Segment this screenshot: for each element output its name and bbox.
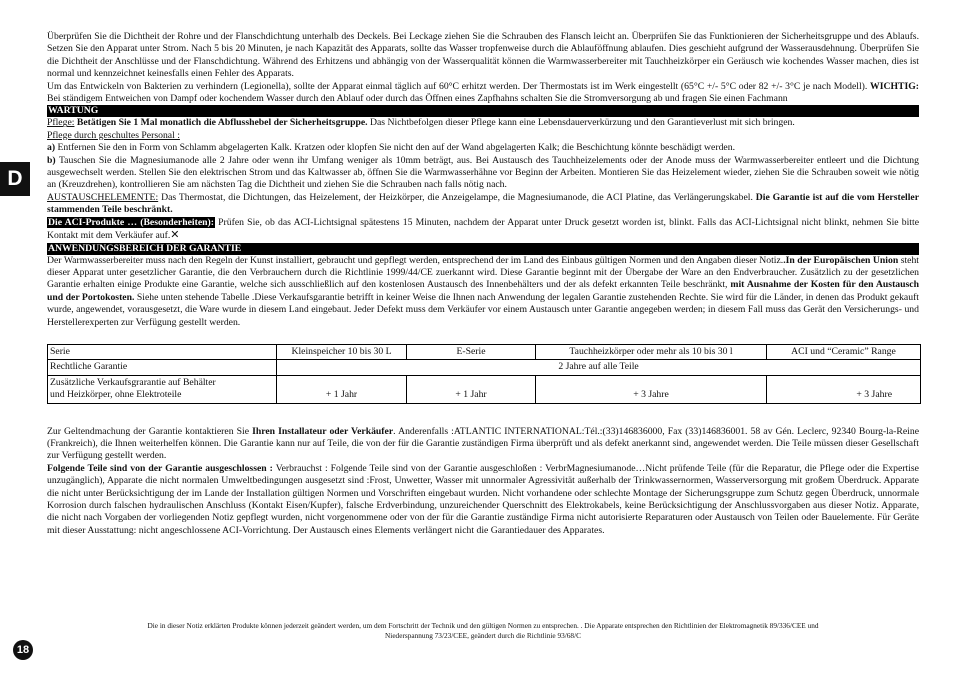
paragraph-contact: Zur Geltendmachung der Garantie kontaktieren Sie Ihren Installateur oder Verkäufer. Anderenfalls :ATLANTIC INTERNATIONAL:Tél.:(33)146836000, Fax (33)146836001. 58 av Gén. Leclerc, 92340 Bourg-la-Reine (Frankreich), die Ihnen weiterhelfen können. Die Garantie kann nur auf Teile, die von der für die Garantie zuständigen Firma überprüft und als defekt anerkannt sind, angewendet werden. Die Teile müssen dieser Gesellschaft zur Verfügung gestellt werden. bbox=[47, 425, 919, 462]
paragraph-pflege-personal: Pflege durch geschultes Personal : bbox=[47, 129, 180, 141]
footer-note: Die in dieser Notiz erklärten Produkte können jederzeit geändert werden, um dem Fortschritt der Technik und den gültigen Normen zu entsprechen. . Die Apparate entsprechen den Richtlinien der Elektromagnetik 89/336/CEE und Niederspannung 73/23/CEE, geändert durch die Richtlinie 93/68/C bbox=[147, 621, 819, 640]
table-header-cell: E-Serie bbox=[407, 344, 536, 359]
table-cell: Rechtliche Garantie bbox=[48, 360, 277, 375]
page-content bbox=[47, 31, 919, 537]
cross-icon: ✕ bbox=[170, 228, 180, 242]
table-header-cell: Kleinspeicher 10 bis 30 L bbox=[277, 344, 407, 359]
paragraph-pflege: Pflege: Betätigen Sie 1 Mal monatlich die Abflusshebel der Sicherheitsgruppe. Das Nichtbefolgen dieser Pflege kann eine Lebensdauerverkürzung und den Garantieverlust mit sich bringen. bbox=[47, 117, 795, 129]
table-cell: Zusätzliche Verkaufsgrarantie auf Behälter und Heizkörper, ohne Elektroteile bbox=[48, 375, 277, 403]
warranty-table bbox=[47, 344, 921, 404]
table-row bbox=[48, 375, 921, 403]
warning-label: WICHTIG: bbox=[870, 80, 919, 92]
paragraph-aci: Die ACI-Produkte … (Besonderheiten): Prüfen Sie, ob das ACI-Lichtsignal spätestens 15 Minuten, nachdem der Apparat unter Druck gesetzt worden ist, blinkt. Falls das ACI-Lichtsignal nicht blinkt, nehmen Sie bitte Kontakt mit dem Verkäufer auf.✕ bbox=[47, 216, 919, 242]
table-cell: + 1 Jahr bbox=[407, 375, 536, 403]
table-header-cell: Serie bbox=[48, 344, 277, 359]
aci-label: Die ACI-Produkte … (Besonderheiten): bbox=[48, 216, 214, 228]
table-row bbox=[48, 360, 921, 375]
table-cell: 2 Jahre auf alle Teile bbox=[277, 360, 921, 375]
section-letter: D bbox=[7, 167, 23, 190]
heading-garantie: ANWENDUNGSBEREICH DER GARANTIE bbox=[47, 243, 919, 255]
table-header-cell: ACI und “Ceramic” Range bbox=[767, 344, 921, 359]
paragraph-item-b: b) Tauschen Sie die Magnesiumanode alle 2 Jahre oder wenn ihr Umfang weniger als 10mm beträgt, aus. Bei Austausch des Tauchheizelements oder der Anode muss der Warmwasserbereiter entleert und die Dichtung ausgewechselt werden. Stellen Sie den elektrischen Strom und das Kaltwasser ab, öffnen Sie die Warmwasserhähne vor Beginn der Arbeiten. Montieren Sie das Heizelement wieder, ziehen Sie die Schrauben soweit wie nötig an (Kreuzdrehen), kontrollieren Sie am nächsten Tag die Dichtheit und ziehen Sie die Schrauben nach falls nötig nach. bbox=[47, 154, 919, 191]
table-row bbox=[48, 344, 921, 359]
paragraph-item-a: a) Entfernen Sie den in Form von Schlamm abgelagerten Kalk. Kratzen oder klopfen Sie nicht den auf der Wand abgelagerten Kalk; die Beschichtung könnte beschädigt werden. bbox=[47, 142, 735, 154]
section-tab-letter bbox=[0, 162, 30, 196]
paragraph-austausch: AUSTAUSCHELEMENTE: Das Thermostat, die Dichtungen, das Heizelement, der Heizkörper, die Anzeigelampe, die Magnesiumanode, die ACI Platine, das Verlängerungskabel. Die Garantie ist auf die vom Hersteller stammenden Teile beschränkt. bbox=[47, 191, 919, 216]
table-cell: + 1 Jahr bbox=[277, 375, 407, 403]
paragraph-exclusions: Folgende Teile sind von der Garantie ausgeschlossen : Verbrauchst : Folgende Teile sind von der Garantie ausgeschloßen : VerbrMagnesiumanode…Nicht prüfende Teile (für die Reparatur, die Pflege oder die Expertise unzugänglich), Apparate die nicht normalen Umweltbedingungen ausgesetzt sind :Frost, Unwetter, Wasser mit unnormaler Agressivität außerhalb der Trinkwassernormen, Wasserversorgung mit großem Überdruck. Apparate die nicht unter Berücksichtigung der im Lande der Installation gültigen Normen und Vorschriften eingebaut wurden. Nicht vorhandene oder schlechte Montage der Sicherungsgruppe zum Schutz gegen Überdruck, unnormale Korrosion durch falschen hydraulischen Anschluss (Kontakt Eisen/Kupfer), falsche Erdverbindung, unzureichender Querschnitt des Elektrokabels, keine Berücksichtigung der Anschlussvorgaben aus dieser Notiz. Apparate, die nicht nach Vorgaben der vorliegenden Notiz gepflegt wurden, nicht vorgenommene oder von der für die Garantie zuständige Firma nicht autorisierte Reparaturen oder Austausch von Teilen oder Bauelemente. Für Geräte mit dieser Ausstattung: nicht angeschlossene ACI-Vorrichtung. Der Austausch eines Elements verlängert nicht die Garantiedauer des Apparates. bbox=[47, 462, 919, 536]
heading-wartung: WARTUNG bbox=[47, 105, 919, 117]
table-cell: + 3 Jahre bbox=[536, 375, 767, 403]
table-cell: + 3 Jahre bbox=[767, 375, 921, 403]
paragraph-garantie: Der Warmwasserbereiter muss nach den Regeln der Kunst installiert, gebraucht und gepflegt werden, entsprechend der im Land des Einbaus gültigen Normen und den Angaben dieser Notiz..In der Europäischen Union steht dieser Apparat unter gesetzlicher Garantie, die den Verbrauchern durch die Richtlinie 1999/44/CE zuerkannt wird. Diese Garantie beginnt mit der Übergabe der Ware an den Endverbraucher. Zusätzlich zu der gesetzlichen Garantie erhalten einige Produkte eine Garantie, welche sich ausschließlich auf den kostenlosen Austausch des Innenbehälters und der als defekt erkannten Teile beschränkt, mit Ausnahme der Kosten für den Austausch und der Portokosten. Siehe unten stehende Tabelle .Diese Verkaufsgarantie betrifft in keiner Weise die Ihnen nach Anwendung der legalen Garantie zustehenden Rechte. Sie wird für die Länder, in denen das Produkt gekauft wurde, angewendet, vorausgesetzt, die Ware wurde in diesem Land eingebaut. Jeder Defekt muss dem Verkäufer vor einem Austausch unter Garantie angegeben werden; in diesem Fall muss das Gerät den Versicherungs- und Herstellerexperten zur Verfügung gestellt werden. bbox=[47, 254, 919, 328]
page-number: 18 bbox=[13, 640, 33, 660]
paragraph-commissioning: Überprüfen Sie die Dichtheit der Rohre und der Flanschdichtung unterhalb des Deckels. Bei Leckage ziehen Sie die Schrauben des Flansch leicht an. Überprüfen Sie das Funktionieren der Sicherheitsgruppe und des Ablaufs. Setzen Sie den Apparat unter Strom. Nach 5 bis 20 Minuten, je nach Kapazität des Apparats, sollte das Wasser tropfenweise durch die Ablauföffnung ablaufen. Dies geschieht aufgrund der Wasserausdehnung. Überprüfen Sie die Dichtheit der Anschlüsse und der Flanschdichtung. Während des Erhitzens und abhängig von der Wasserqualität können die Warmwasserbereiter mit Tauchheizkörper ein Geräusch wie kochendes Wasser machen, dies ist normal und kennzeichnet keinesfalls einen Fehler des Apparats. bbox=[47, 31, 919, 80]
paragraph-legionella: Um das Entwickeln von Bakterien zu verhindern (Legionella), sollte der Apparat einmal täglich auf 60°C erhitzt werden. Der Thermostats ist im Werk eingestellt (65°C +/- 5°C oder 82 +/- 3°C je nach Modell). WICHTIG: Bei ständigem Entweichen von Dampf oder kochendem Wasser durch den Ablauf oder durch das Öffnen eines Zapfhahns schalten Sie die Stromversorgung ab und fragen Sie einen Fachmann bbox=[47, 80, 919, 105]
table-header-cell: Tauchheizkörper oder mehr als 10 bis 30 l bbox=[536, 344, 767, 359]
